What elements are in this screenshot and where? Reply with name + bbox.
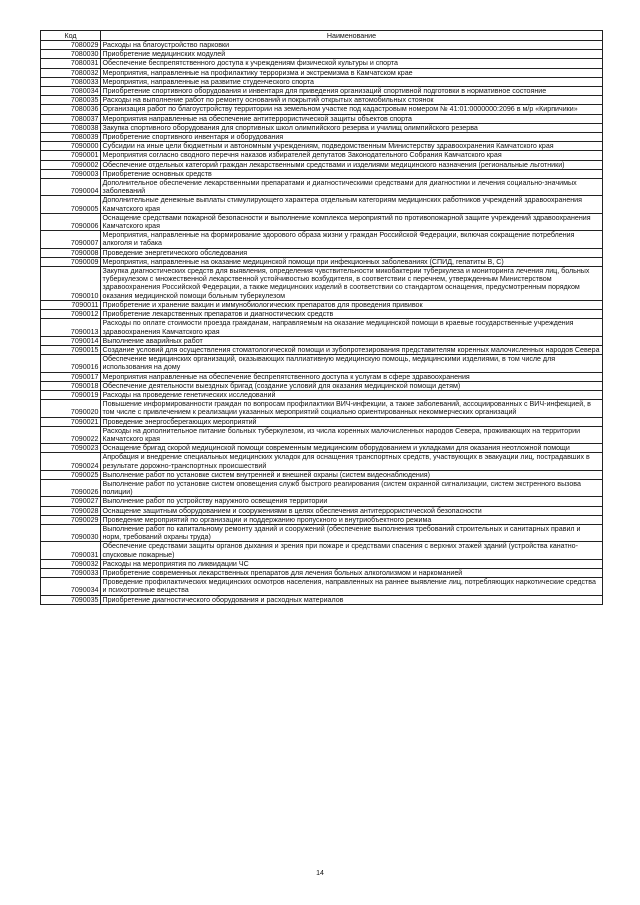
table-row: [41, 68, 603, 77]
table-row: [41, 267, 603, 301]
row-name: Проведение профилактических медицинских осмотров населения, направленных на раннее выявление лиц, потребляющих наркотические средства и психотропные вещества: [101, 578, 603, 595]
row-name: Мероприятия, направленные на формирование здорового образа жизни у граждан Российской Федерации, включая сокращение потребления алкоголя и табака: [101, 231, 603, 248]
table-row: [41, 59, 603, 68]
row-code: 7090019: [41, 390, 101, 399]
row-code: 7090028: [41, 506, 101, 515]
table-row: [41, 336, 603, 345]
table-row: [41, 506, 603, 515]
row-code: 7090014: [41, 336, 101, 345]
table-row: [41, 345, 603, 354]
table-row: [41, 542, 603, 559]
row-name: Приобретение лекарственных препаратов и диагностических средств: [101, 310, 603, 319]
row-code: 7090031: [41, 542, 101, 559]
row-name: Выполнение работ по капитальному ремонту зданий и сооружений (обеспечение выполнения требований строительных и санитарных правил и норм, требований охраны труда): [101, 524, 603, 541]
row-code: 7090003: [41, 169, 101, 178]
row-name: Закупка спортивного оборудования для спортивных школ олимпийского резерва и училищ олимпийского резерва: [101, 123, 603, 132]
row-name: Дополнительное обеспечение лекарственными препаратами и диагностическими средствами для диагностики и лечения социально-значимых заболеваний: [101, 179, 603, 196]
table-row: [41, 179, 603, 196]
row-code: 7080037: [41, 114, 101, 123]
row-name: Оснащение бригад скорой медицинской помощи современным медицинским оборудованием и укладками для оказания неотложной помощи: [101, 444, 603, 453]
row-name: Выполнение работ по установке систем внутренней и внешней охраны (систем видеонаблюдения): [101, 470, 603, 479]
row-name: Мероприятия направленные на обеспечение беспрепятственного доступа к услугам в сфере здравоохранения: [101, 372, 603, 381]
row-code: 7090016: [41, 355, 101, 372]
row-name: Приобретение спортивного инвентаря и оборудования: [101, 133, 603, 142]
row-name: Расходы на благоустройство парковки: [101, 41, 603, 50]
row-code: 7080036: [41, 105, 101, 114]
table-row: [41, 248, 603, 257]
header-code: Код: [41, 31, 101, 41]
row-name: Апробация и внедрение специальных медицинских укладок для оснащения транспортных средств, участвующих в эвакуации лиц, пострадавших в результате дорожно-транспортных происшествий: [101, 453, 603, 470]
table-body: [41, 41, 603, 605]
row-name: Расходы на выполнение работ по ремонту оснований и покрытий открытых автомобильных стоянок: [101, 96, 603, 105]
table-row: [41, 319, 603, 336]
page-number: 14: [316, 870, 324, 877]
row-code: 7090022: [41, 426, 101, 443]
row-code: 7090020: [41, 400, 101, 417]
table-row: [41, 196, 603, 213]
row-name: Оснащение средствами пожарной безопасности и выполнение комплекса мероприятий по противопожарной защите учреждений здравоохранения Камчатского края: [101, 213, 603, 230]
row-name: Организация работ по благоустройству территории на земельном участке под кадастровым номером № 41:01:0000000:2096 в м/р «Кирпичики»: [101, 105, 603, 114]
row-name: Приобретение основных средств: [101, 169, 603, 178]
table-row: [41, 390, 603, 399]
table-row: [41, 257, 603, 266]
row-code: 7080034: [41, 87, 101, 96]
row-code: 7090033: [41, 568, 101, 577]
row-name: Расходы на мероприятия по ликвидации ЧС: [101, 559, 603, 568]
row-code: 7090035: [41, 595, 101, 604]
table-row: [41, 87, 603, 96]
row-code: 7090029: [41, 515, 101, 524]
row-name: Субсидии на иные цели бюджетным и автономным учреждениям, подведомственным Министерству здравоохранения Камчатского края: [101, 142, 603, 151]
row-name: Приобретение медицинских модулей: [101, 50, 603, 59]
table-row: [41, 595, 603, 604]
row-code: 7080030: [41, 50, 101, 59]
row-name: Проведение энергосберегающих мероприятий: [101, 417, 603, 426]
row-name: Создание условий для осуществления стоматологической помощи и зубопротезирования представителям коренных малочисленных народов Севера: [101, 345, 603, 354]
row-code: 7090011: [41, 300, 101, 309]
table-row: [41, 426, 603, 443]
row-code: 7090026: [41, 479, 101, 496]
row-name: Оснащение защитным оборудованием и сооружениями в целях обеспечения антитеррористической безопасности: [101, 506, 603, 515]
table-row: [41, 497, 603, 506]
row-name: Приобретение диагностического оборудования и расходных материалов: [101, 595, 603, 604]
table-row: [41, 41, 603, 50]
table-row: [41, 524, 603, 541]
row-name: Обеспечение медицинских организаций, оказывающих паллиативную медицинскую помощь, медицинскими изделиями, в том числе для использования на дому: [101, 355, 603, 372]
table-row: [41, 77, 603, 86]
row-name: Мероприятия направленные на обеспечение антитеррористической защиты объектов спорта: [101, 114, 603, 123]
row-code: 7090021: [41, 417, 101, 426]
row-code: 7090024: [41, 453, 101, 470]
row-name: Приобретение и хранение вакцин и иммунобиологических препаратов для проведения прививок: [101, 300, 603, 309]
row-code: 7090013: [41, 319, 101, 336]
row-name: Мероприятия согласно сводного перечня наказов избирателей депутатов Законодательного Собрания Камчатского края: [101, 151, 603, 160]
table-row: [41, 417, 603, 426]
table-row: [41, 114, 603, 123]
row-code: 7090030: [41, 524, 101, 541]
table-row: [41, 355, 603, 372]
table-row: [41, 568, 603, 577]
row-code: 7090002: [41, 160, 101, 169]
row-name: Проведение мероприятий по организации и поддержанию пропускного и внутриобъектного режима: [101, 515, 603, 524]
row-code: 7080032: [41, 68, 101, 77]
table-row: [41, 142, 603, 151]
table-row: [41, 515, 603, 524]
table-row: [41, 105, 603, 114]
row-name: Выполнение работ по установке систем оповещения служб быстрого реагирования (систем охранной сигнализации, систем экстренного вызова полиции): [101, 479, 603, 496]
row-code: 7090018: [41, 381, 101, 390]
row-code: 7090025: [41, 470, 101, 479]
table-row: [41, 50, 603, 59]
row-name: Выполнение работ по устройству наружного освещения территории: [101, 497, 603, 506]
table-row: [41, 151, 603, 160]
row-code: 7090000: [41, 142, 101, 151]
table-row: [41, 578, 603, 595]
table-row: [41, 470, 603, 479]
row-name: Приобретение спортивного оборудования и инвентаря для приведения организаций спортивной подготовки в нормативное состояние: [101, 87, 603, 96]
row-code: 7090015: [41, 345, 101, 354]
row-name: Закупка диагностических средств для выявления, определения чувствительности микобактерии туберкулеза и мониторинга лечения лиц, больных туберкулезом с множественной лекарственной устойчивостью возбудителя, в соответствии с перечнем, утвержденным Министерством здравоохранения Российской Федерации, а также медицинских изделий в соответствии со стандартом оснащения, предусмотренным порядком оказания медицинской помощи больным туберкулезом: [101, 267, 603, 301]
row-name: Мероприятия, направленные на оказание медицинской помощи при инфекционных заболеваниях (СПИД, гепатиты B, C): [101, 257, 603, 266]
table-row: [41, 479, 603, 496]
row-code: 7080033: [41, 77, 101, 86]
row-code: 7080031: [41, 59, 101, 68]
row-name: Повышение информированности граждан по вопросам профилактики ВИЧ-инфекции, а также заболеваний, ассоциированных с ВИЧ-инфекцией, в том числе с привлечением к реализации указанных мероприятий социально ориентированных некоммерческих организаций: [101, 400, 603, 417]
row-code: 7090027: [41, 497, 101, 506]
table-row: [41, 231, 603, 248]
row-name: Проведение энергетического обследования: [101, 248, 603, 257]
row-name: Выполнение аварийных работ: [101, 336, 603, 345]
row-name: Обеспечение средствами защиты органов дыхания и зрения при пожаре и средствами спасения с верхних этажей зданий (устройства канатно-спусковые пожарные): [101, 542, 603, 559]
row-code: 7090009: [41, 257, 101, 266]
row-code: 7090008: [41, 248, 101, 257]
table-row: [41, 160, 603, 169]
row-name: Обеспечение деятельности выездных бригад (создание условий для оказания медицинской помощи детям): [101, 381, 603, 390]
table-row: [41, 559, 603, 568]
row-code: 7090004: [41, 179, 101, 196]
row-code: 7090007: [41, 231, 101, 248]
row-code: 7080029: [41, 41, 101, 50]
header-name: Наименование: [101, 31, 603, 41]
row-code: 7090005: [41, 196, 101, 213]
row-code: 7080038: [41, 123, 101, 132]
row-code: 7090017: [41, 372, 101, 381]
table-row: [41, 169, 603, 178]
row-code: 7090012: [41, 310, 101, 319]
table-row: [41, 310, 603, 319]
row-name: Обеспечение беспрепятственного доступа к учреждениям физической культуры и спорта: [101, 59, 603, 68]
row-code: 7090006: [41, 213, 101, 230]
table-row: [41, 300, 603, 309]
row-name: Приобретение современных лекарственных препаратов для лечения больных алкоголизмом и наркоманией: [101, 568, 603, 577]
table-row: [41, 400, 603, 417]
row-code: 7090010: [41, 267, 101, 301]
table-row: [41, 96, 603, 105]
table-row: [41, 381, 603, 390]
row-name: Расходы по оплате стоимости проезда гражданам, направляемым на оказание медицинской помощи в краевые государственные учреждения здравоохранения Камчатского края: [101, 319, 603, 336]
table-row: [41, 133, 603, 142]
table-row: [41, 123, 603, 132]
table-row: [41, 372, 603, 381]
table-row: [41, 444, 603, 453]
row-name: Мероприятия, направленные на профилактику терроризма и экстремизма в Камчатском крае: [101, 68, 603, 77]
row-code: 7090023: [41, 444, 101, 453]
row-code: 7090034: [41, 578, 101, 595]
code-table: [40, 30, 603, 605]
row-code: 7080039: [41, 133, 101, 142]
row-name: Обеспечение отдельных категорий граждан лекарственными средствами и изделиями медицинского назначения (региональные льготники): [101, 160, 603, 169]
row-code: 7090001: [41, 151, 101, 160]
row-name: Расходы на дополнительное питание больных туберкулезом, из числа коренных малочисленных народов Севера, проживающих на территории Камчатского края: [101, 426, 603, 443]
row-code: 7090032: [41, 559, 101, 568]
row-name: Расходы на проведение генетических исследований: [101, 390, 603, 399]
table-header-row: [41, 31, 603, 41]
row-code: 7080035: [41, 96, 101, 105]
row-name: Дополнительные денежные выплаты стимулирующего характера отдельным категориям медицинских работников учреждений здравоохранения Камчатского края: [101, 196, 603, 213]
table-row: [41, 213, 603, 230]
row-name: Мероприятия, направленные на развитие студенческого спорта: [101, 77, 603, 86]
table-row: [41, 453, 603, 470]
